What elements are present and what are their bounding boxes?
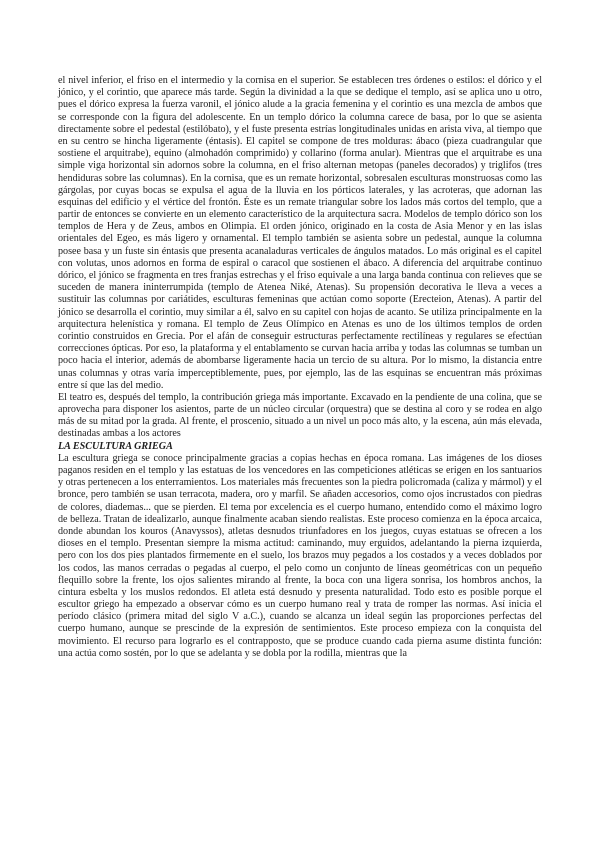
paragraph-greek-temple-orders: el nivel inferior, el friso en el intermedio y la cornisa en el superior. Se establecen tres órdenes o estilos: el dórico y el jónico, y el corintio, que aparece más tarde. Según la divinidad a la que se dedique el templo, así se aplica uno u otro, pues el dórico expresa la fuerza varonil, el jónico alude a la gracia femenina y el corintio es una mezcla de ambos que se corresponde con la figura del adolescente. En un templo dórico la columna carece de basa, por lo que se asienta directamente sobre el pedestal (estilóbato), y el fuste presenta estrías longitudinales unidas en arista viva, al tiempo que en su centro se hincha ligeramente (éntasis). El capitel se compone de tres molduras: ábaco (pieza cuadrangular que sostiene el arquitrabe), equino (almohadón comprimido) y collarino (forma anular). Mientras que el arquitrabe es una simple viga horizontal sin adornos sobre la columna, en el friso alternan metopas (paneles decorados) y triglifos (tres hendiduras sobre las columnas). En la cornisa, que es un remate horizontal, sobresalen esculturas monstruosas como las gárgolas, por cuyas bocas se expulsa el agua de la lluvia en los pórticos laterales, y las acroteras, que adornan las esquinas del edificio y el vértice del frontón. Éste es un remate triangular sobre los lados más cortos del templo, que a partir de entonces se convierte en un elemento característico de la arquitectura sacra. Modelos de templo dórico son los templos de Hera y de Zeus, ambos en Olimpia. El orden jónico, originado en la costa de Asia Menor y en las islas orientales del Egeo, es más ligero y ornamental. El templo también se asienta sobre un pedestal, aunque la columna posee basa y un fuste sin éntasis que presenta acanaladuras verticales de ángulos matados. Lo más original es el capitel con volutas, unos adornos en forma de espiral o caracol que sostienen el ábaco. A diferencia del arquitrabe continuo dórico, el jónico se fragmenta en tres franjas estrechas y el friso equivale a una larga banda continua con relieves que se suceden de manera ininterrumpida (templo de Atenea Niké, Atenas). Su propensión decorativa le lleva a veces a sustituir las columnas por cariátides, esculturas femeninas que actúan como soporte (Erecteion, Atenas). A partir del jónico se desarrolla el corintio, muy similar a él, salvo en su capitel con hojas de acanto. Se utiliza principalmente en la arquitectura helenística y romana. El templo de Zeus Olímpico en Atenas es uno de los últimos templos de orden corintio construidos en Grecia. Por el afán de conseguir estructuras perfectamente rectilíneas y regulares se efectúan correcciones ópticas. Por eso, la plataforma y el entablamento se curvan hacia arriba y todas las columnas se tumban un poco hacia el interior, además de abombarse ligeramente hacia un tercio de su altura. Por lo mismo, la distancia entre unas columnas y otras varía imperceptiblemente, pues, por ejemplo, las de las esquinas se encuentran más próximas entre sí que las del medio. xyxy=(58,75,542,391)
section-heading-greek-sculpture: LA ESCULTURA GRIEGA xyxy=(58,440,173,452)
paragraph-greek-theatre: El teatro es, después del templo, la contribución griega más importante. Excavado en la pendiente de una colina, que se aprovecha para disponer los asientos, parte de un núcleo circular (orquestra) que se destina al coro y se rodea en algo más de su mitad por la grada. Al frente, el proscenio, situado a un nivel un poco más alto, y la escena, aún más elevada, destinadas ambas a los actores xyxy=(58,391,542,440)
paragraph-greek-sculpture: La escultura griega se conoce principalmente gracias a copias hechas en época romana. Las imágenes de los dioses paganos residen en el templo y las estatuas de los vencedores en las competiciones atléticas se erigen en los santuarios y otras pertenecen a los enterramientos. Los materiales más frecuentes son la piedra policromada (caliza y mármol) y el bronce, pero también se usan terracota, madera, oro y marfil. Se añaden accesorios, como ojos incrustados con piedras de colores, diademas... que se pierden. El tema por excelencia es el cuerpo humano, entendido como el máximo logro de belleza. Tratan de idealizarlo, aunque finalmente acaban siendo realistas. Este proceso comienza en la época arcaica, donde abundan los kouros (Anavyssos), atletas desnudos triunfadores en los juegos, cuyas estatuas se ofrecen a los dioses en el templo. Presentan siempre la misma actitud: caminando, muy erguidos, adelantando la pierna izquierda, pero con los dos pies plantados firmemente en el suelo, los brazos muy pegados a los costados y a veces doblados por los codos, las manos cerradas o pegadas al cuerpo, el pelo como un conjunto de líneas geométricas con un pequeño flequillo sobre la frente, los ojos salientes mirando al frente, la boca con una ligera sonrisa, los hombros anchos, la cintura esbelta y los muslos redondos. El atleta está desnudo y presenta naturalidad. Todo esto es posible porque el escultor griego ha empezado a observar cómo es un cuerpo humano real y trata de romper las normas. Así inicia el período clásico (primera mitad del siglo V a.C.), cuando se alcanza un ideal según las proporciones perfectas del cuerpo humano, aunque se prescinde de la expresión de sentimientos. Este proceso empieza con la conquista del movimiento. El recurso para lograrlo es el contrapposto, que se produce cuando cada pierna asume distinta función: una actúa como sostén, por lo que se adelanta y se dobla por la rodilla, mientras que la xyxy=(58,452,542,659)
document-page xyxy=(58,75,542,660)
